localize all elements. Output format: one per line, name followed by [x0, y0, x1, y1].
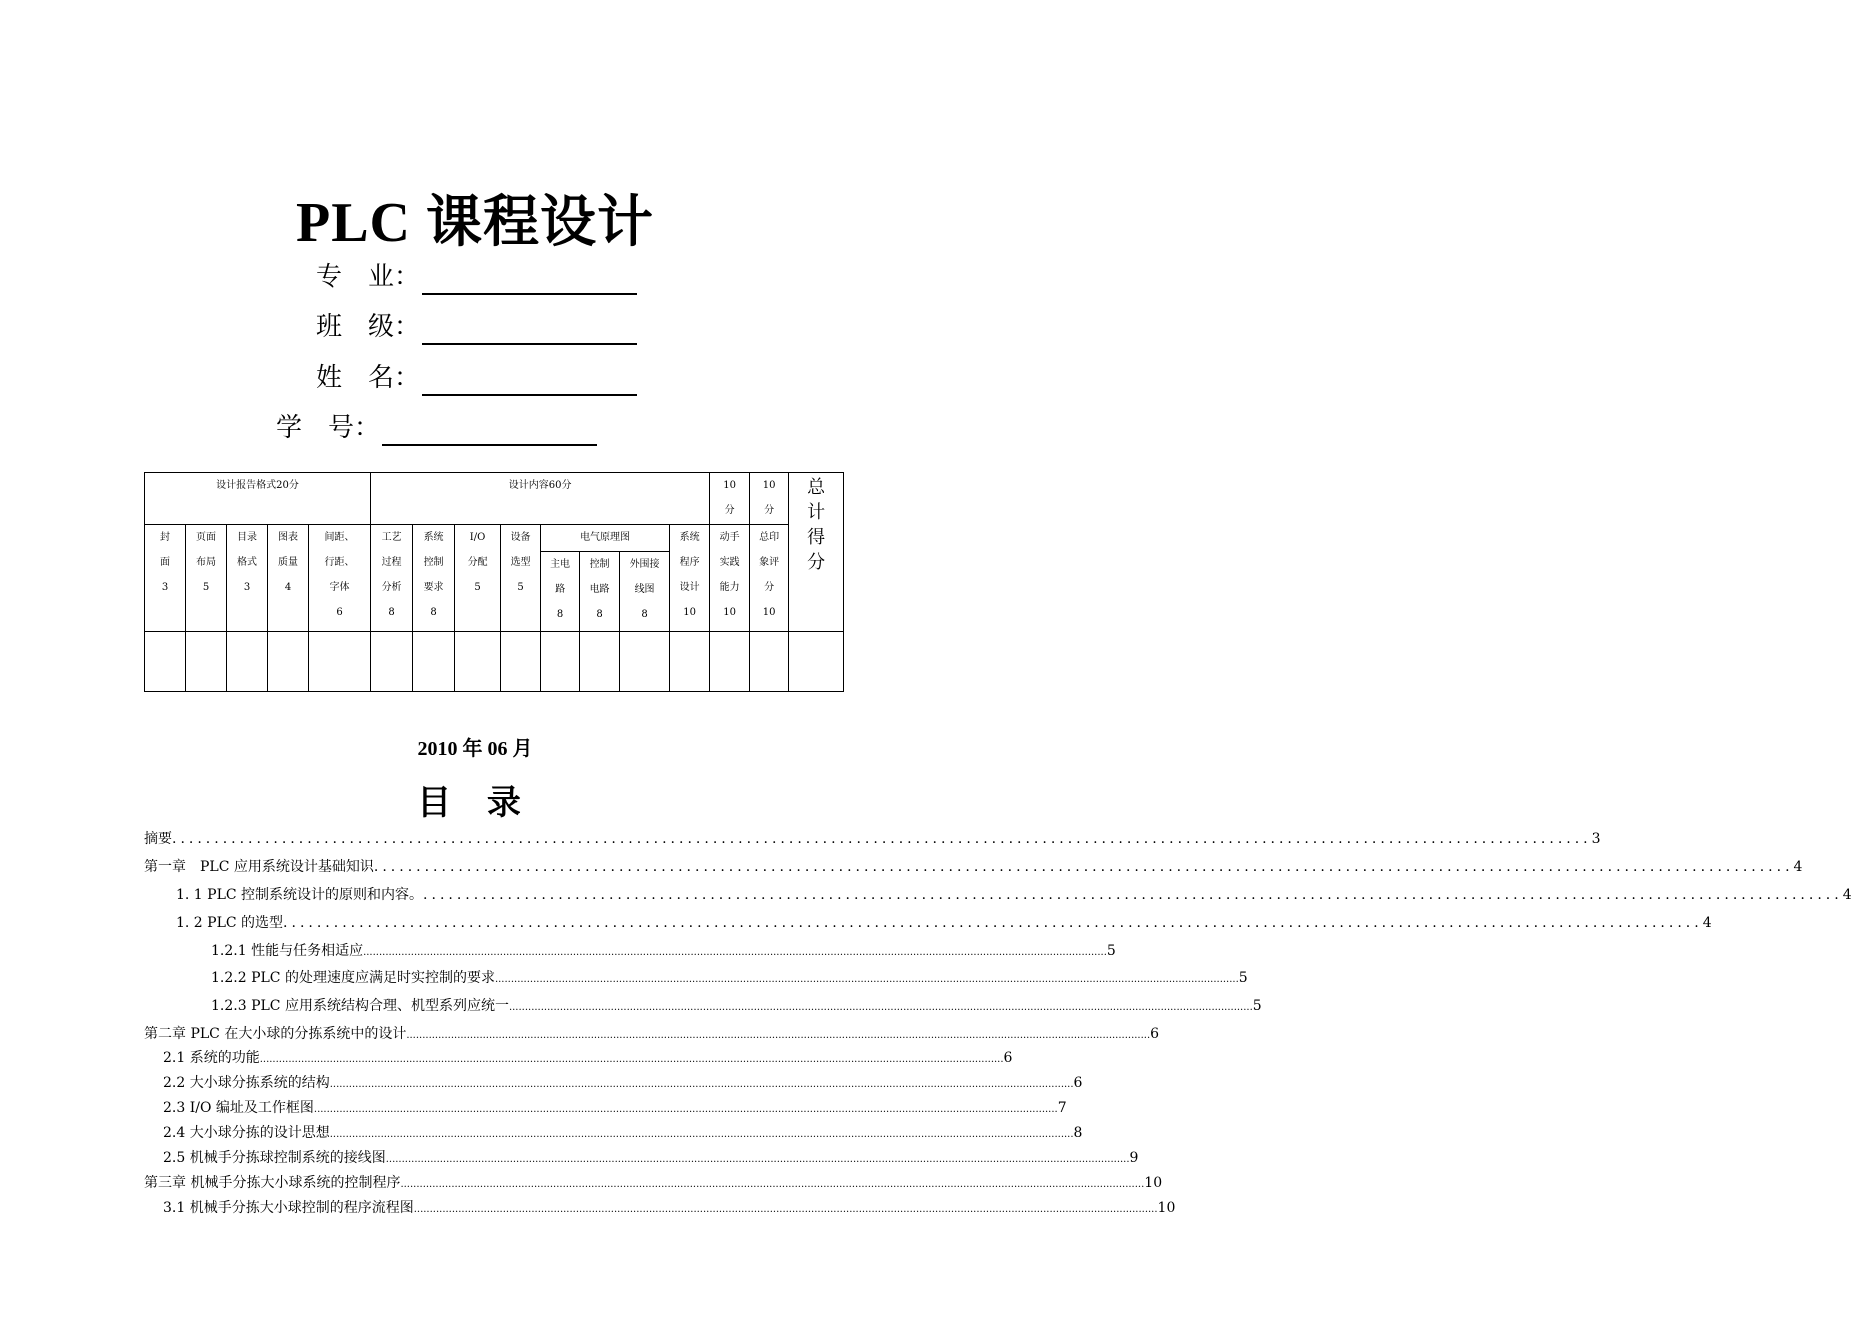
score-cell[interactable] — [371, 632, 413, 692]
report-format-header: 设计报告格式20分 — [145, 473, 371, 525]
score-cell[interactable] — [227, 632, 268, 692]
program-criterion: 系统 程序 设计 10 — [670, 525, 710, 632]
toc-entry[interactable]: 1.2.2 PLC 的处理速度应满足时实控制的要求 .......................................................................................................................................................................................................................................... 5 — [211, 970, 1248, 986]
major-field — [316, 259, 637, 295]
score-cell[interactable] — [413, 632, 455, 692]
toc-entry[interactable]: 1. 2 PLC 的选型 ........................................................................................................................................................................ 4 — [176, 915, 1712, 931]
score-cell[interactable] — [750, 632, 789, 692]
major-label: 专 业： — [316, 262, 421, 292]
score-cell[interactable] — [670, 632, 710, 692]
toc-format-criterion: 目录 格式 3 — [227, 525, 268, 632]
name-field — [316, 360, 637, 396]
name-label: 姓 名： — [316, 363, 421, 393]
student-id-label: 学 号： — [276, 413, 381, 443]
grading-table — [144, 472, 844, 692]
toc-entry[interactable]: 2.2 大小球分拣系统的结构 .......................................................................................................................................................................................................................................... 6 — [163, 1075, 1083, 1091]
toc-title: 目 录 — [417, 783, 533, 823]
score-cell[interactable] — [620, 632, 670, 692]
wiring-criterion: 外围接 线图 8 — [620, 552, 670, 632]
score-cell[interactable] — [789, 632, 844, 692]
class-label: 班 级： — [316, 312, 421, 342]
toc-entry[interactable]: 第一章 PLC 应用系统设计基础知识 ........................................................................................................................................................................ 4 — [144, 859, 1803, 875]
toc-entry[interactable]: 2.4 大小球分拣的设计思想 .......................................................................................................................................................................................................................................... 8 — [163, 1125, 1083, 1141]
major-blank-line — [422, 265, 637, 295]
score-cell[interactable] — [455, 632, 501, 692]
class-field — [316, 309, 637, 345]
toc-entry[interactable]: 2.5 机械手分拣球控制系统的接线图 .......................................................................................................................................................................................................................................... 9 — [163, 1150, 1139, 1166]
toc-entry[interactable]: 3.1 机械手分拣大小球控制的程序流程图 .......................................................................................................................................................................................................................................... 10 — [163, 1200, 1176, 1216]
score-10-header-b: 10 分 — [750, 473, 789, 525]
student-id-field — [276, 410, 597, 446]
score-cell[interactable] — [501, 632, 541, 692]
toc-entry[interactable]: 1. 1 PLC 控制系统设计的原则和内容。 ........................................................................................................................................................................ 4 — [176, 887, 1852, 903]
control-criterion: 系统 控制 要求 8 — [413, 525, 455, 632]
score-cell[interactable] — [580, 632, 620, 692]
hands-on-criterion: 动手 实践 能力 10 — [710, 525, 750, 632]
design-content-header: 设计内容60分 — [371, 473, 710, 525]
toc-entry[interactable]: 1.2.1 性能与任务相适应 .......................................................................................................................................................................................................................................... 5 — [211, 943, 1116, 959]
document-title: PLC 课程设计 — [296, 192, 654, 254]
process-criterion: 工艺 过程 分析 8 — [371, 525, 413, 632]
electrical-diagram-header: 电气原理图 — [541, 525, 670, 552]
toc-entry[interactable]: 2.1 系统的功能 .......................................................................................................................................................................................................................................... 6 — [163, 1050, 1013, 1066]
device-criterion: 设备 选型 5 — [501, 525, 541, 632]
control-circuit-criterion: 控制 电路 8 — [580, 552, 620, 632]
student-id-blank-line — [382, 416, 597, 446]
io-criterion: I/O 分配 5 — [455, 525, 501, 632]
score-cell[interactable] — [145, 632, 186, 692]
impression-criterion: 总印 象评 分 10 — [750, 525, 789, 632]
class-blank-line — [422, 315, 637, 345]
score-cell[interactable] — [309, 632, 371, 692]
total-score-header: 总 计 得 分 — [789, 473, 844, 632]
chart-quality-criterion: 图表 质量 4 — [268, 525, 309, 632]
toc-entry[interactable]: 摘要 ........................................................................................................................................................................ 3 — [144, 831, 1601, 847]
layout-criterion: 页面 布局 5 — [186, 525, 227, 632]
toc-entry[interactable]: 第二章 PLC 在大小球的分拣系统中的设计 .......................................................................................................................................................................................................................................... 6 — [144, 1026, 1160, 1042]
spacing-criterion: 间距、 行距、 字体 6 — [309, 525, 371, 632]
toc-entry[interactable]: 第三章 机械手分拣大小球系统的控制程序 .......................................................................................................................................................................................................................................... 10 — [144, 1175, 1163, 1191]
toc-entry[interactable]: 1.2.3 PLC 应用系统结构合理、机型系列应统一 .......................................................................................................................................................................................................................................... 5 — [211, 998, 1262, 1014]
score-cell[interactable] — [710, 632, 750, 692]
cover-criterion: 封 面 3 — [145, 525, 186, 632]
score-cell[interactable] — [268, 632, 309, 692]
name-blank-line — [422, 366, 637, 396]
main-circuit-criterion: 主电 路 8 — [541, 552, 580, 632]
score-cell[interactable] — [186, 632, 227, 692]
toc-entry[interactable]: 2.3 I/O 编址及工作框图 .......................................................................................................................................................................................................................................... 7 — [163, 1100, 1067, 1116]
date-line: 2010 年 06 月 — [417, 738, 533, 760]
score-10-header-a: 10 分 — [710, 473, 750, 525]
score-cell[interactable] — [541, 632, 580, 692]
